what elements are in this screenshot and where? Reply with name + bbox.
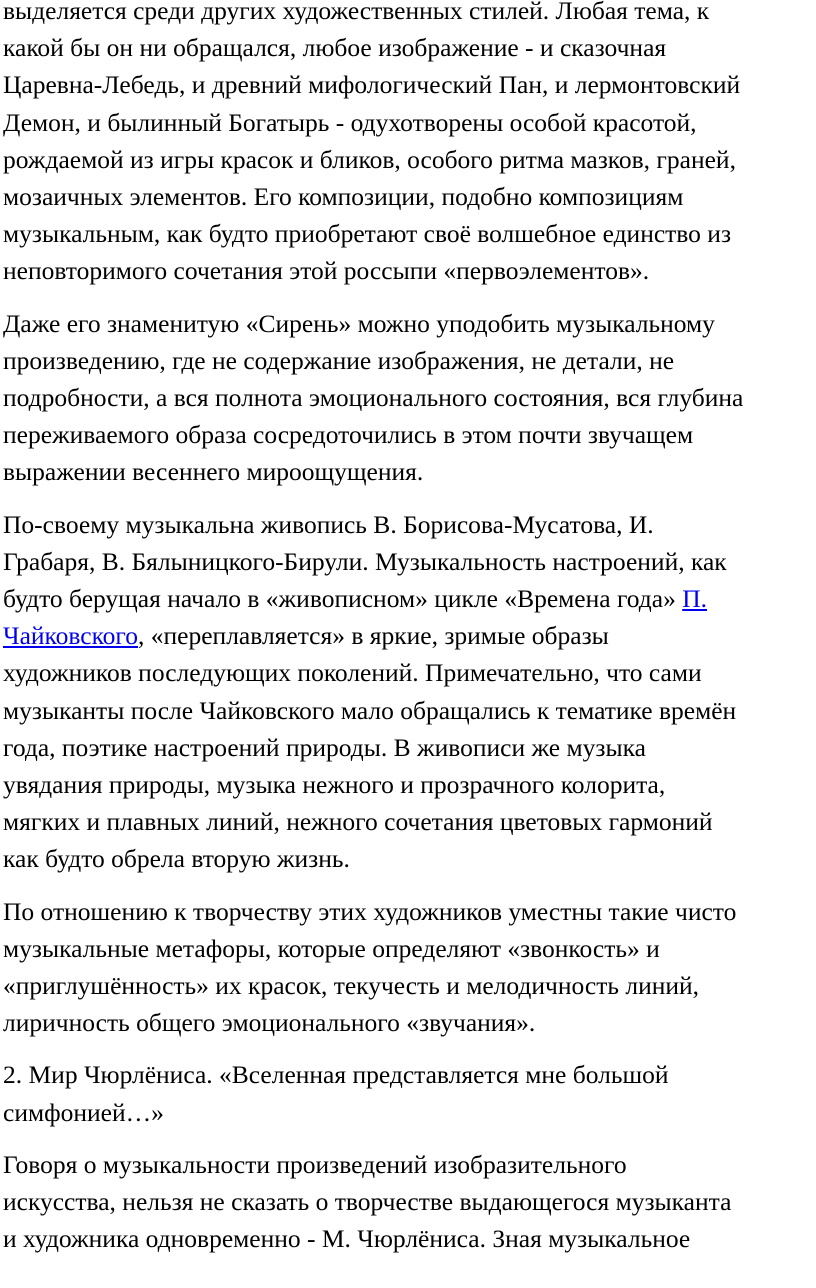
text-line: музыкальные метафоры, которые определяют «звонкость» и <box>3 933 660 963</box>
text-line: «приглушённость» их красок, текучесть и мелодичность линий, <box>3 971 700 1001</box>
document-page <box>3 0 815 1273</box>
text-line: Грабаря, В. Бялыницкого-Бирули. Музыкальность настроений, как <box>3 546 727 576</box>
text-line: мягких и плавных линий, нежного сочетания цветовых гармоний <box>3 807 713 837</box>
text-line: произведению, где не содержание изображения, не детали, не <box>3 345 675 375</box>
paragraph-1 <box>3 0 815 290</box>
text-line: По отношению к творчеству этих художников уместны такие чисто <box>3 896 737 926</box>
text-segment: , «переплавляется» в яркие, зримые образы <box>138 621 609 651</box>
tchaikovsky-link-part-1[interactable]: П. <box>682 584 707 614</box>
text-line: Говоря о музыкальности произведений изобразительного <box>3 1149 627 1179</box>
text-line: выражении весеннего мироощущения. <box>3 457 424 487</box>
text-line: года, поэтике настроений природы. В живописи же музыка <box>3 732 646 762</box>
paragraph-6 <box>3 1146 815 1258</box>
text-segment: будто берущая начало в «живописном» цикле «Времена года» <box>3 584 683 614</box>
text-line: По-своему музыкальна живопись В. Борисова-Мусатова, И. <box>3 509 654 539</box>
text-line: подробности, а вся полнота эмоционального состояния, вся глубина <box>3 383 744 413</box>
paragraph-2 <box>3 305 815 491</box>
text-line: неповторимого сочетания этой россыпи «первоэлементов». <box>3 256 650 286</box>
paragraph-3 <box>3 506 815 878</box>
tchaikovsky-link-part-2[interactable]: Чайковского <box>3 621 139 651</box>
paragraph-4 <box>3 893 815 1042</box>
text-line: Демон, и былинный Богатырь - одухотворены особой красотой, <box>3 107 697 137</box>
text-line-with-link <box>3 617 815 654</box>
text-line: 2. Мир Чюрлёниса. «Вселенная представляется мне большой <box>3 1060 669 1090</box>
text-line: художников последующих поколений. Примечательно, что сами <box>3 658 702 688</box>
text-line: какой бы он ни обращался, любое изображение - и сказочная <box>3 33 667 63</box>
text-line: переживаемого образа сосредоточились в этом почти звучащем <box>3 420 694 450</box>
text-line: симфонией…» <box>3 1097 164 1127</box>
text-line: искусства, нельзя не сказать о творчестве выдающегося музыканта <box>3 1187 732 1217</box>
text-line-with-link <box>3 580 815 617</box>
text-line: выделяется среди других художественных стилей. Любая тема, к <box>3 0 710 25</box>
text-line: лиричность общего эмоционального «звучания». <box>3 1008 536 1038</box>
text-line: и художника одновременно - М. Чюрлёниса. Зная музыкальное <box>3 1224 691 1254</box>
text-line: музыкальным, как будто приобретают своё волшебное единство из <box>3 219 732 249</box>
text-line: Даже его знаменитую «Сирень» можно уподобить музыкальному <box>3 308 715 338</box>
text-line: музыканты после Чайковского мало обращались к тематике времён <box>3 695 737 725</box>
text-line: рождаемой из игры красок и бликов, особого ритма мазков, граней, <box>3 144 736 174</box>
text-line: мозаичных элементов. Его композиции, подобно композициям <box>3 182 684 212</box>
text-line: Царевна-Лебедь, и древний мифологический Пан, и лермонтовский <box>3 70 741 100</box>
section-heading <box>3 1056 815 1130</box>
text-line: увядания природы, музыка нежного и прозрачного колорита, <box>3 770 666 800</box>
text-line: как будто обрела вторую жизнь. <box>3 844 350 874</box>
